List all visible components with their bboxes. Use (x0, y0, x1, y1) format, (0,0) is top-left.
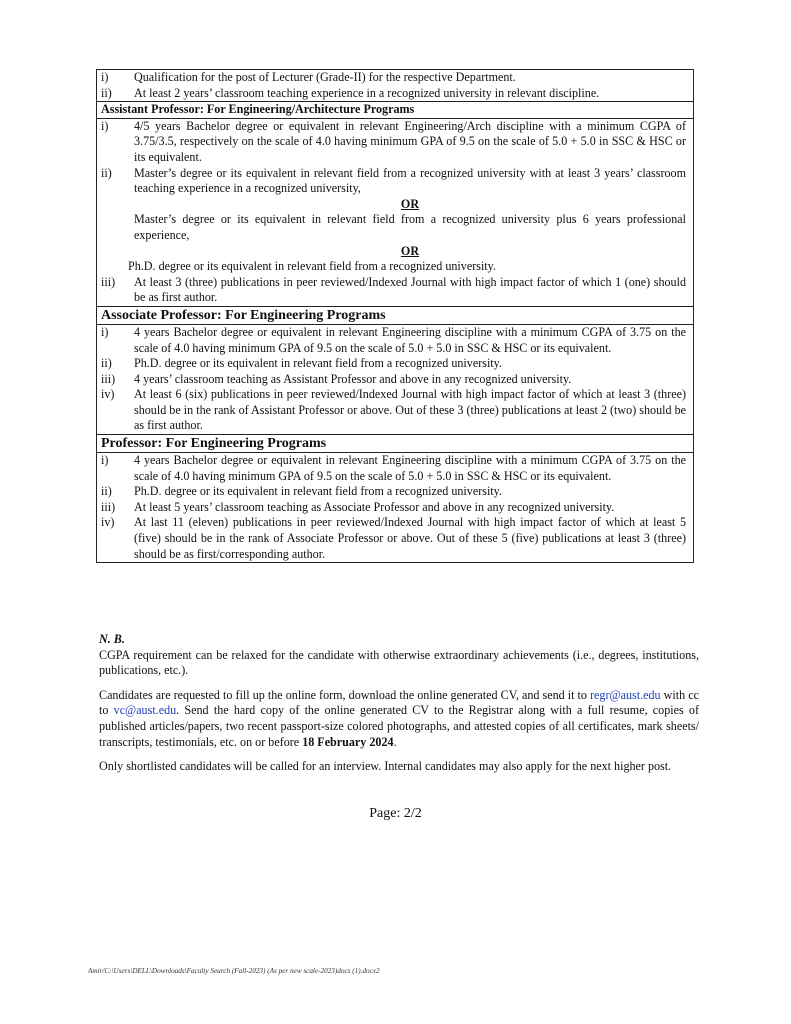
qualification-table (96, 69, 694, 563)
table-row (97, 70, 694, 86)
table-row (97, 372, 694, 388)
table-row (97, 259, 694, 275)
table-row (97, 324, 694, 356)
table-row (97, 166, 694, 260)
item-number: iv) (97, 387, 135, 434)
instruction-text: . (393, 734, 397, 749)
item-text: At least 6 (six) publications in peer reviewed/Indexed Journal with high impact factor of which at least 3 (three) should be in the rank of Assistant Professor or above. Out of these 3 (three) publications at least 2 (two) should be as first author. (134, 387, 694, 434)
item-text: Ph.D. degree or its equivalent in relevant field from a recognized university. (134, 356, 694, 372)
table-row (97, 118, 694, 165)
item-text: At least 2 years’ classroom teaching experience in a recognized university in relevant discipline. (134, 86, 694, 102)
item-number: i) (97, 118, 135, 165)
table-row (97, 387, 694, 434)
item-text: Master’s degree or its equivalent in relevant field from a recognized university plus 6 years professional experience, (134, 212, 686, 242)
section-heading-row (97, 102, 694, 119)
item-text: Qualification for the post of Lecturer (Grade-II) for the respective Department. (134, 70, 694, 86)
item-number: ii) (97, 484, 135, 500)
table-row (97, 275, 694, 307)
table-row (97, 356, 694, 372)
item-number: ii) (97, 166, 135, 260)
item-text: 4 years Bachelor degree or equivalent in relevant Engineering discipline with a minimum CGPA of 3.75 on the scale of 4.0 having minimum GPA of 9.5 on the scale of 5.0 + 5.0 in SSC & HSC or its equivalent. (134, 324, 694, 356)
item-text: At last 11 (eleven) publications in peer reviewed/Indexed Journal with high impact factor of which at least 5 (five) should be in the rank of Associate Professor or above. Out of these 5 (five) publications at least 3 (three) should be as first/corresponding author. (134, 515, 694, 562)
item-number: iii) (97, 275, 135, 307)
phd-line: Ph.D. degree or its equivalent in relevant field from a recognized university. (97, 259, 694, 275)
registrar-email-link[interactable]: regr@aust.edu (590, 687, 661, 702)
vc-email-link[interactable]: vc@aust.edu (113, 703, 177, 718)
footer-file-path: Amir/C:\Users\DELL\Downloads\Faculty Search (Fall-2023) (As per new scale-2023)docs (1).docx2 (88, 967, 380, 975)
or-separator: OR (400, 196, 420, 211)
page-number: Page: 2/2 (369, 806, 422, 821)
table-row (97, 484, 694, 500)
item-text: 4 years Bachelor degree or equivalent in relevant Engineering discipline with a minimum CGPA of 3.75 on the scale of 4.0 having minimum GPA of 9.5 on the scale of 5.0 + 5.0 in SSC & HSC or its equivalent. (134, 453, 694, 485)
instruction-text: Candidates are requested to fill up the online form, download the online generated CV, and send it to (99, 687, 591, 702)
item-number: iii) (97, 372, 135, 388)
item-number: ii) (97, 86, 135, 102)
item-number: i) (97, 70, 135, 86)
item-number: iv) (97, 515, 135, 562)
section-heading-row (97, 306, 694, 324)
cgpa-note: CGPA requirement can be relaxed for the candidate with otherwise extraordinary achievements (i.e., degrees, institutions, publications, etc.). (99, 647, 699, 678)
associate-professor-heading: Associate Professor: For Engineering Programs (97, 306, 694, 324)
section-heading-row (97, 435, 694, 453)
item-number: i) (97, 453, 135, 485)
instruction-text: with cc to (99, 687, 699, 718)
item-text: At least 3 (three) publications in peer reviewed/Indexed Journal with high impact factor of which 1 (one) should be as first author. (134, 275, 694, 307)
shortlist-note: Only shortlisted candidates will be called for an interview. Internal candidates may also apply for the next higher post. (99, 759, 672, 774)
table-row (97, 515, 694, 562)
nb-label: N. B. (99, 632, 125, 646)
instruction-text: . Send the hard copy of the online generated CV to the Registrar along with a full resume, copies of published articles/papers, two recent passport-size colored photographs, and attested copies of all certificates, mark sheets/ transcripts, testimonials, etc. on or before (99, 703, 700, 749)
item-text: Master’s degree or its equivalent in relevant field from a recognized university with at least 3 years’ classroom teaching experience in a recognized university, (134, 165, 686, 196)
deadline-date: 18 February 2024 (302, 734, 394, 749)
item-text: 4/5 years Bachelor degree or equivalent in relevant Engineering/Arch discipline with a minimum CGPA of 3.75/3.5, respectively on the scale of 4.0 having minimum GPA of 9.5 on the scale of 5.0 + 5.0 in SSC & HSC or its equivalent. (134, 118, 694, 165)
item-text: At least 5 years’ classroom teaching as Associate Professor and above in any recognized university. (134, 500, 694, 516)
item-number: ii) (97, 356, 135, 372)
application-instructions (99, 688, 699, 750)
item-number: i) (97, 324, 135, 356)
item-text-block (134, 166, 694, 260)
item-text: Ph.D. degree or its equivalent in relevant field from a recognized university. (134, 484, 694, 500)
item-text: 4 years’ classroom teaching as Assistant Professor and above in any recognized university. (134, 372, 694, 388)
table-row (97, 500, 694, 516)
table-row (97, 453, 694, 485)
notes-section (99, 632, 699, 775)
assistant-professor-heading: Assistant Professor: For Engineering/Architecture Programs (97, 102, 694, 119)
or-separator: OR (400, 243, 420, 258)
item-number: iii) (97, 500, 135, 516)
professor-heading: Professor: For Engineering Programs (97, 435, 694, 453)
table-row (97, 86, 694, 102)
